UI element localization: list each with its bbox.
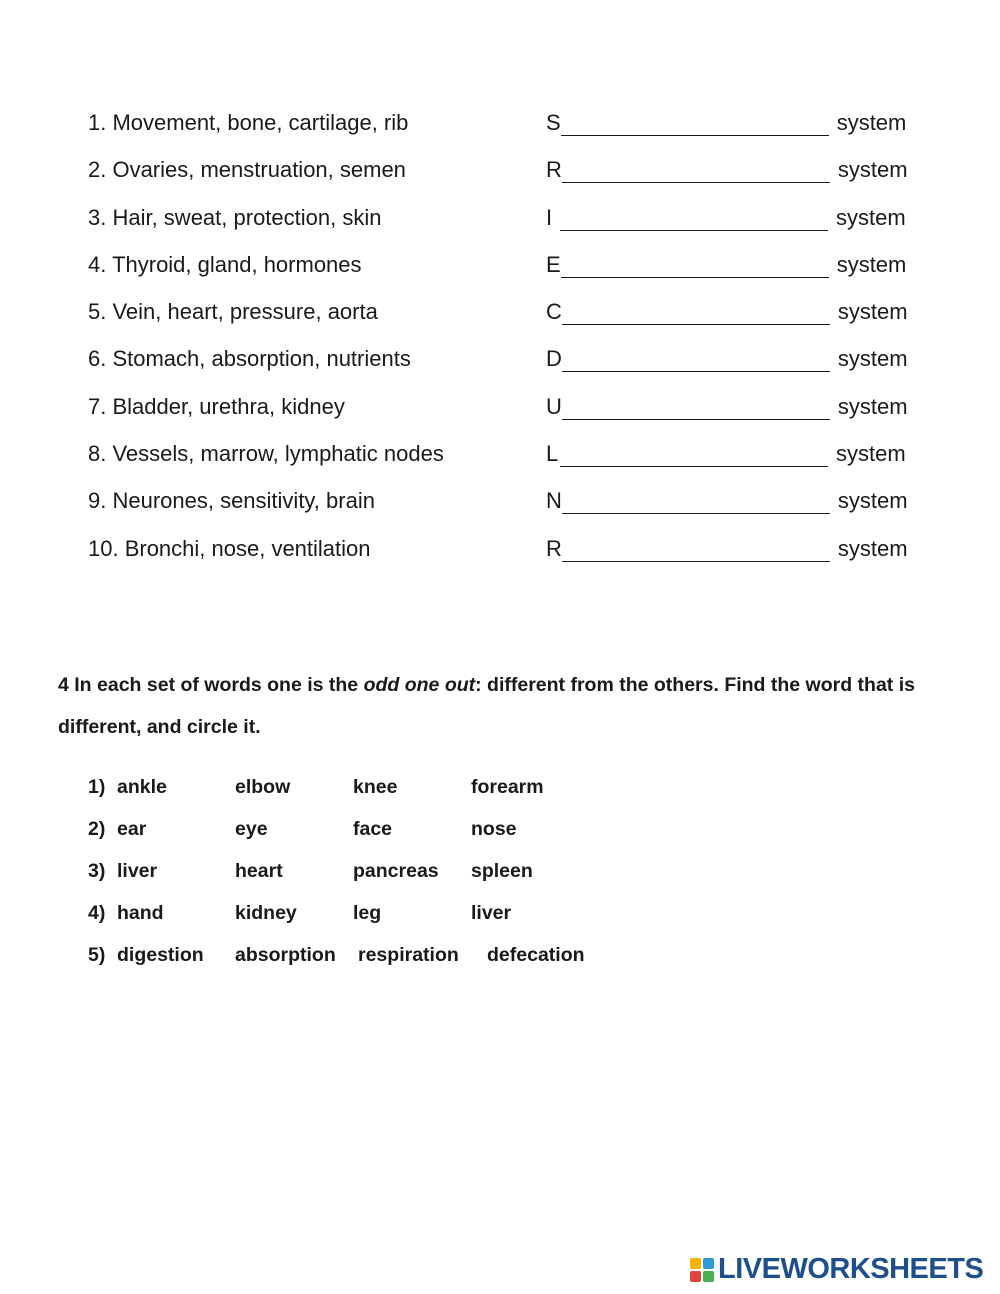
word-option[interactable]: digestion [117,944,204,966]
word-option[interactable]: spleen [471,860,533,882]
instruction-emphasis: odd one out [363,674,476,696]
clue-text: 4. Thyroid, gland, hormones [88,251,362,277]
word-option[interactable]: eye [235,818,268,840]
word-set [88,858,688,900]
answer-blank[interactable] [562,302,830,325]
answer-initial: I [546,204,553,230]
answer-initial: D [546,346,562,372]
instruction-suffix: : different from the others. Find the word that is different, and circle it. [58,674,915,738]
answer-blank[interactable] [562,160,830,183]
answer-blank[interactable] [560,444,828,467]
answer-initial: R [546,535,562,561]
matching-row [88,250,928,297]
liveworksheets-logo [690,1253,983,1286]
answer-field[interactable] [546,394,908,420]
system-label: system [836,441,906,467]
matching-row [88,203,928,250]
set-number: 3) [88,860,106,882]
word-option[interactable]: hand [117,902,164,924]
set-number: 4) [88,902,106,924]
matching-row [88,486,928,533]
matching-row [88,439,928,486]
answer-blank[interactable] [560,208,828,231]
system-label: system [836,204,906,230]
matching-row [88,297,928,344]
clue-text: 7. Bladder, urethra, kidney [88,393,345,419]
word-option[interactable]: heart [235,860,283,882]
word-option[interactable]: defecation [487,944,585,966]
system-label: system [837,346,908,372]
brand-wordmark: LIVEWORKSHEETS [718,1253,984,1285]
set-number: 5) [88,944,106,966]
answer-initial: E [546,251,561,277]
clue-text: 10. Bronchi, nose, ventilation [88,535,371,561]
word-option[interactable]: pancreas [353,860,439,882]
word-option[interactable]: knee [353,776,398,798]
word-option[interactable]: ear [117,818,147,840]
answer-blank[interactable] [562,349,830,372]
answer-initial: N [546,488,562,514]
answer-initial: L [546,441,559,467]
word-set [88,942,688,984]
word-option[interactable]: kidney [235,902,297,924]
answer-field[interactable] [546,157,908,183]
answer-initial: U [546,393,562,419]
matching-row [88,108,928,155]
matching-row [88,392,928,439]
answer-blank[interactable] [562,491,830,514]
system-label: system [837,488,908,514]
word-option[interactable]: liver [117,860,158,882]
word-option[interactable]: forearm [471,776,544,798]
matching-row [88,344,928,391]
word-option[interactable]: face [353,818,393,840]
word-set [88,900,688,942]
answer-field[interactable] [546,488,908,514]
word-option[interactable]: elbow [235,776,291,798]
instruction-prefix: 4 In each set of words one is the [58,674,364,696]
answer-blank[interactable] [561,113,829,136]
answer-field[interactable] [546,299,908,325]
answer-field[interactable] [546,252,906,278]
answer-field[interactable] [546,441,906,467]
answer-field[interactable] [546,346,908,372]
clue-text: 1. Movement, bone, cartilage, rib [88,110,409,135]
matching-row [88,534,928,581]
system-label: system [837,393,908,419]
matching-row [88,155,928,202]
clue-text: 8. Vessels, marrow, lymphatic nodes [88,441,444,467]
answer-initial: R [546,157,562,183]
word-option[interactable]: ankle [117,776,167,798]
word-option[interactable]: nose [471,818,517,840]
brand-grid-icon [690,1258,714,1282]
answer-blank[interactable] [562,539,830,562]
system-label: system [836,251,907,277]
word-option[interactable]: leg [353,902,382,924]
clue-text: 6. Stomach, absorption, nutrients [88,346,411,372]
word-set [88,816,688,858]
answer-field[interactable] [546,536,908,562]
matching-exercise [88,108,928,581]
odd-one-out-exercise [88,774,688,984]
answer-blank[interactable] [561,255,829,278]
answer-initial: C [546,299,562,325]
answer-field[interactable] [546,205,906,231]
system-label: system [836,110,907,135]
clue-text: 2. Ovaries, menstruation, semen [88,157,406,183]
exercise-instruction [58,664,948,748]
answer-field[interactable] [546,110,906,136]
word-set [88,774,688,816]
word-option[interactable]: liver [471,902,512,924]
clue-text: 9. Neurones, sensitivity, brain [88,488,375,514]
answer-blank[interactable] [562,397,830,420]
set-number: 1) [88,776,106,798]
clue-text: 5. Vein, heart, pressure, aorta [88,299,378,325]
word-option[interactable]: absorption [235,944,336,966]
word-option[interactable]: respiration [358,944,459,966]
system-label: system [837,535,908,561]
clue-text: 3. Hair, sweat, protection, skin [88,204,382,230]
system-label: system [837,157,908,183]
set-number: 2) [88,818,106,840]
system-label: system [837,299,908,325]
answer-initial: S [546,110,561,135]
